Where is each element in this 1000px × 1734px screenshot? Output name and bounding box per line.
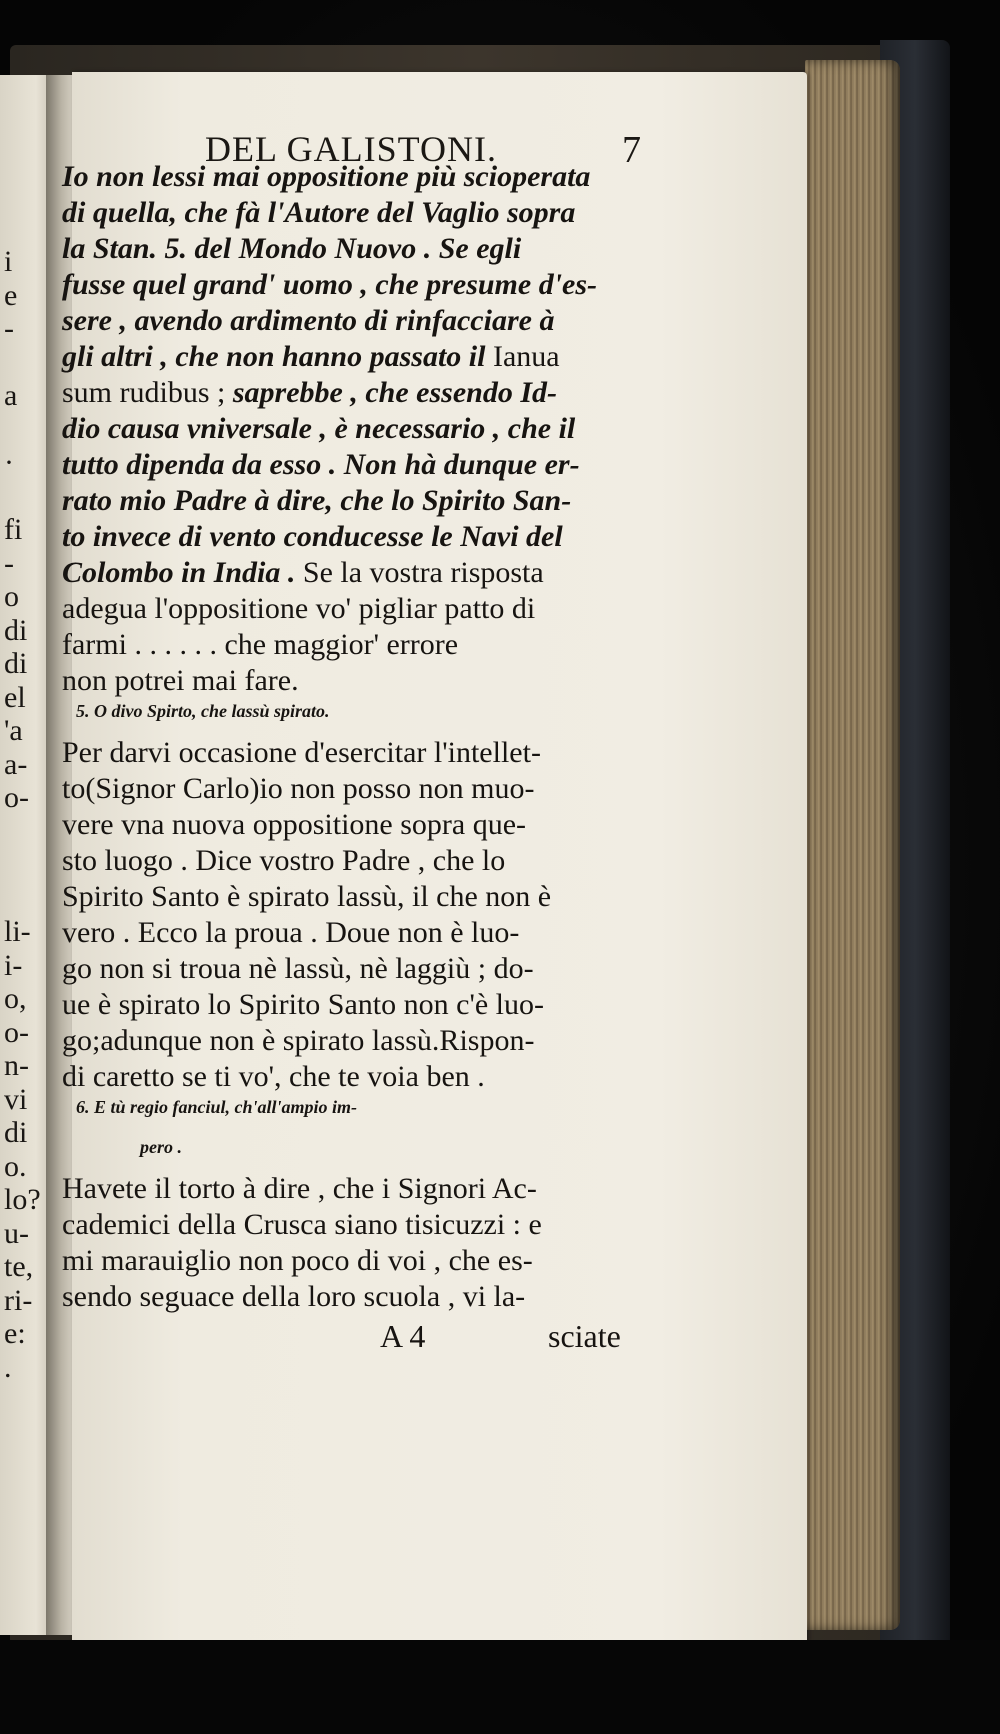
verso-fragment: di — [4, 1116, 28, 1149]
text-line — [62, 918, 692, 948]
verso-fragment: - — [4, 546, 14, 580]
verso-fragment: u- — [4, 1216, 29, 1250]
text-line — [62, 594, 692, 624]
text-line — [76, 1098, 706, 1116]
verso-fragment: 'a — [4, 714, 23, 747]
text-line — [62, 522, 692, 552]
verso-fragment: n- — [4, 1049, 29, 1082]
text-line — [62, 954, 692, 984]
text-line — [62, 342, 692, 372]
text-run: cademici della Crusca siano tisicuzzi : e — [62, 1208, 542, 1241]
text-line — [62, 666, 692, 696]
verso-fragment: vi — [4, 1082, 28, 1116]
verso-fragment: · — [4, 446, 14, 479]
text-run: saprebbe , che essendo Id- — [232, 376, 557, 409]
catchword: sciate — [548, 1318, 621, 1354]
text-line — [62, 414, 692, 444]
text-line — [62, 774, 692, 804]
text-run: to invece di vento conducesse le Navi del — [62, 520, 563, 553]
verso-fragment: e — [4, 278, 18, 312]
verso-fragment — [4, 882, 50, 916]
verso-fragment: o- — [4, 781, 29, 814]
text-line — [62, 558, 692, 588]
verso-fragment — [4, 815, 50, 849]
text-run: Spirito Santo è spirato lassù, il che non è — [62, 880, 552, 913]
text-run: vero . Ecco la proua . Doue non è luo- — [62, 916, 520, 949]
text-run: Se la vostra risposta — [302, 556, 544, 589]
text-line — [62, 234, 692, 264]
text-line — [62, 306, 692, 336]
text-line — [62, 810, 692, 840]
page-fore-edge — [805, 60, 900, 1630]
text-run: sum rudibus ; — [62, 376, 233, 409]
verso-fragment: o — [4, 580, 19, 613]
text-run: 6. E tù regio fanciul, ch'all'ampio im- — [76, 1097, 358, 1117]
text-run: dio causa vniversale , è necessario , che il — [62, 412, 576, 445]
verso-text-fragments — [4, 245, 50, 1384]
verso-fragment: fi — [4, 513, 23, 546]
verso-fragment: lo? — [4, 1183, 41, 1216]
text-line — [62, 1210, 692, 1240]
verso-fragment: li- — [4, 915, 31, 948]
verso-fragment: te, — [4, 1250, 34, 1283]
text-run: Io non lessi mai oppositione più scioperata — [62, 160, 591, 193]
text-run: di quella, che fà l'Autore del Vaglio sopra — [62, 196, 576, 229]
verso-fragment: o. — [4, 1149, 27, 1183]
text-line — [62, 270, 692, 300]
text-run: go non si troua nè lassù, nè laggiù ; do- — [62, 952, 534, 985]
text-line — [62, 990, 692, 1020]
bottom-shadow — [0, 1640, 1000, 1734]
text-line — [62, 1246, 692, 1276]
text-run: Per darvi occasione d'esercitar l'intellet- — [62, 736, 541, 769]
text-line — [62, 162, 692, 192]
text-run: to(Signor Carlo)io non posso non muo- — [62, 772, 535, 805]
text-line — [62, 846, 692, 876]
text-line — [62, 486, 692, 516]
verso-fragment: di — [4, 647, 28, 680]
verso-fragment — [4, 480, 50, 514]
text-run: la Stan. 5. del Mondo Nuovo . Se egli — [62, 232, 522, 265]
text-run: pero . — [140, 1137, 182, 1157]
text-line — [62, 378, 692, 408]
verso-fragment: o, — [4, 982, 27, 1015]
verso-fragment: ri- — [4, 1283, 33, 1317]
text-run: tutto dipenda da esso . Non hà dunque er- — [62, 448, 580, 481]
text-run: sendo seguace della loro scuola , vi la- — [62, 1280, 526, 1313]
verso-fragment — [4, 346, 50, 380]
text-run: Havete il torto à dire , che i Signori Ac- — [62, 1172, 537, 1205]
text-run: mi marauiglio non poco di voi , che es- — [62, 1244, 533, 1277]
text-run: gli altri , che non hanno passato il — [62, 340, 486, 373]
text-run: adegua l'oppositione vo' pigliar patto di — [62, 592, 536, 625]
text-line — [62, 738, 692, 768]
text-line — [62, 1026, 692, 1056]
verso-fragment: i — [4, 245, 13, 278]
verso-fragment: o- — [4, 1015, 29, 1049]
text-run: 5. O divo Spirto, che lassù spirato. — [76, 701, 330, 721]
page-number: 7 — [622, 129, 641, 171]
text-run: vere vna nuova oppositione sopra que- — [62, 808, 527, 841]
verso-fragment: . — [4, 1350, 12, 1384]
text-line — [62, 198, 692, 228]
text-run: fusse quel grand' uomo , che presume d'es- — [62, 268, 598, 301]
text-run: ue è spirato lo Spirito Santo non c'è luo- — [62, 988, 544, 1021]
verso-fragment: e: — [4, 1317, 26, 1350]
text-run: sto luogo . Dice vostro Padre , che lo — [62, 844, 506, 877]
verso-fragment: - — [4, 312, 14, 345]
verso-fragment: el — [4, 680, 26, 714]
text-run: non potrei mai fare. — [62, 664, 299, 697]
text-line — [62, 882, 692, 912]
verso-fragment: a- — [4, 747, 28, 781]
text-line — [62, 450, 692, 480]
text-run: go;adunque non è spirato lassù.Rispon- — [62, 1024, 535, 1057]
verso-fragment — [4, 848, 50, 882]
text-line — [62, 1282, 692, 1312]
text-run: farmi . . . . . . che maggior' errore — [62, 628, 459, 661]
text-line — [62, 1174, 692, 1204]
text-run: sere , avendo ardimento di rinfacciare à — [62, 304, 555, 337]
verso-fragment: a — [4, 379, 18, 412]
verso-fragment: i- — [4, 948, 23, 982]
running-head: DEL GALISTONI. — [205, 129, 497, 169]
text-line — [140, 1138, 770, 1156]
verso-fragment: di — [4, 613, 28, 647]
text-line — [62, 630, 692, 660]
text-run: Colombo in India . — [62, 556, 303, 589]
text-line — [62, 1062, 692, 1092]
text-run: Ianua — [485, 340, 560, 373]
text-run: di caretto se ti vo', che te voia ben . — [62, 1060, 485, 1093]
text-line — [76, 702, 706, 720]
text-run: rato mio Padre à dire, che lo Spirito San- — [62, 484, 572, 517]
signature-mark: A 4 — [380, 1318, 426, 1354]
verso-fragment — [4, 413, 50, 447]
